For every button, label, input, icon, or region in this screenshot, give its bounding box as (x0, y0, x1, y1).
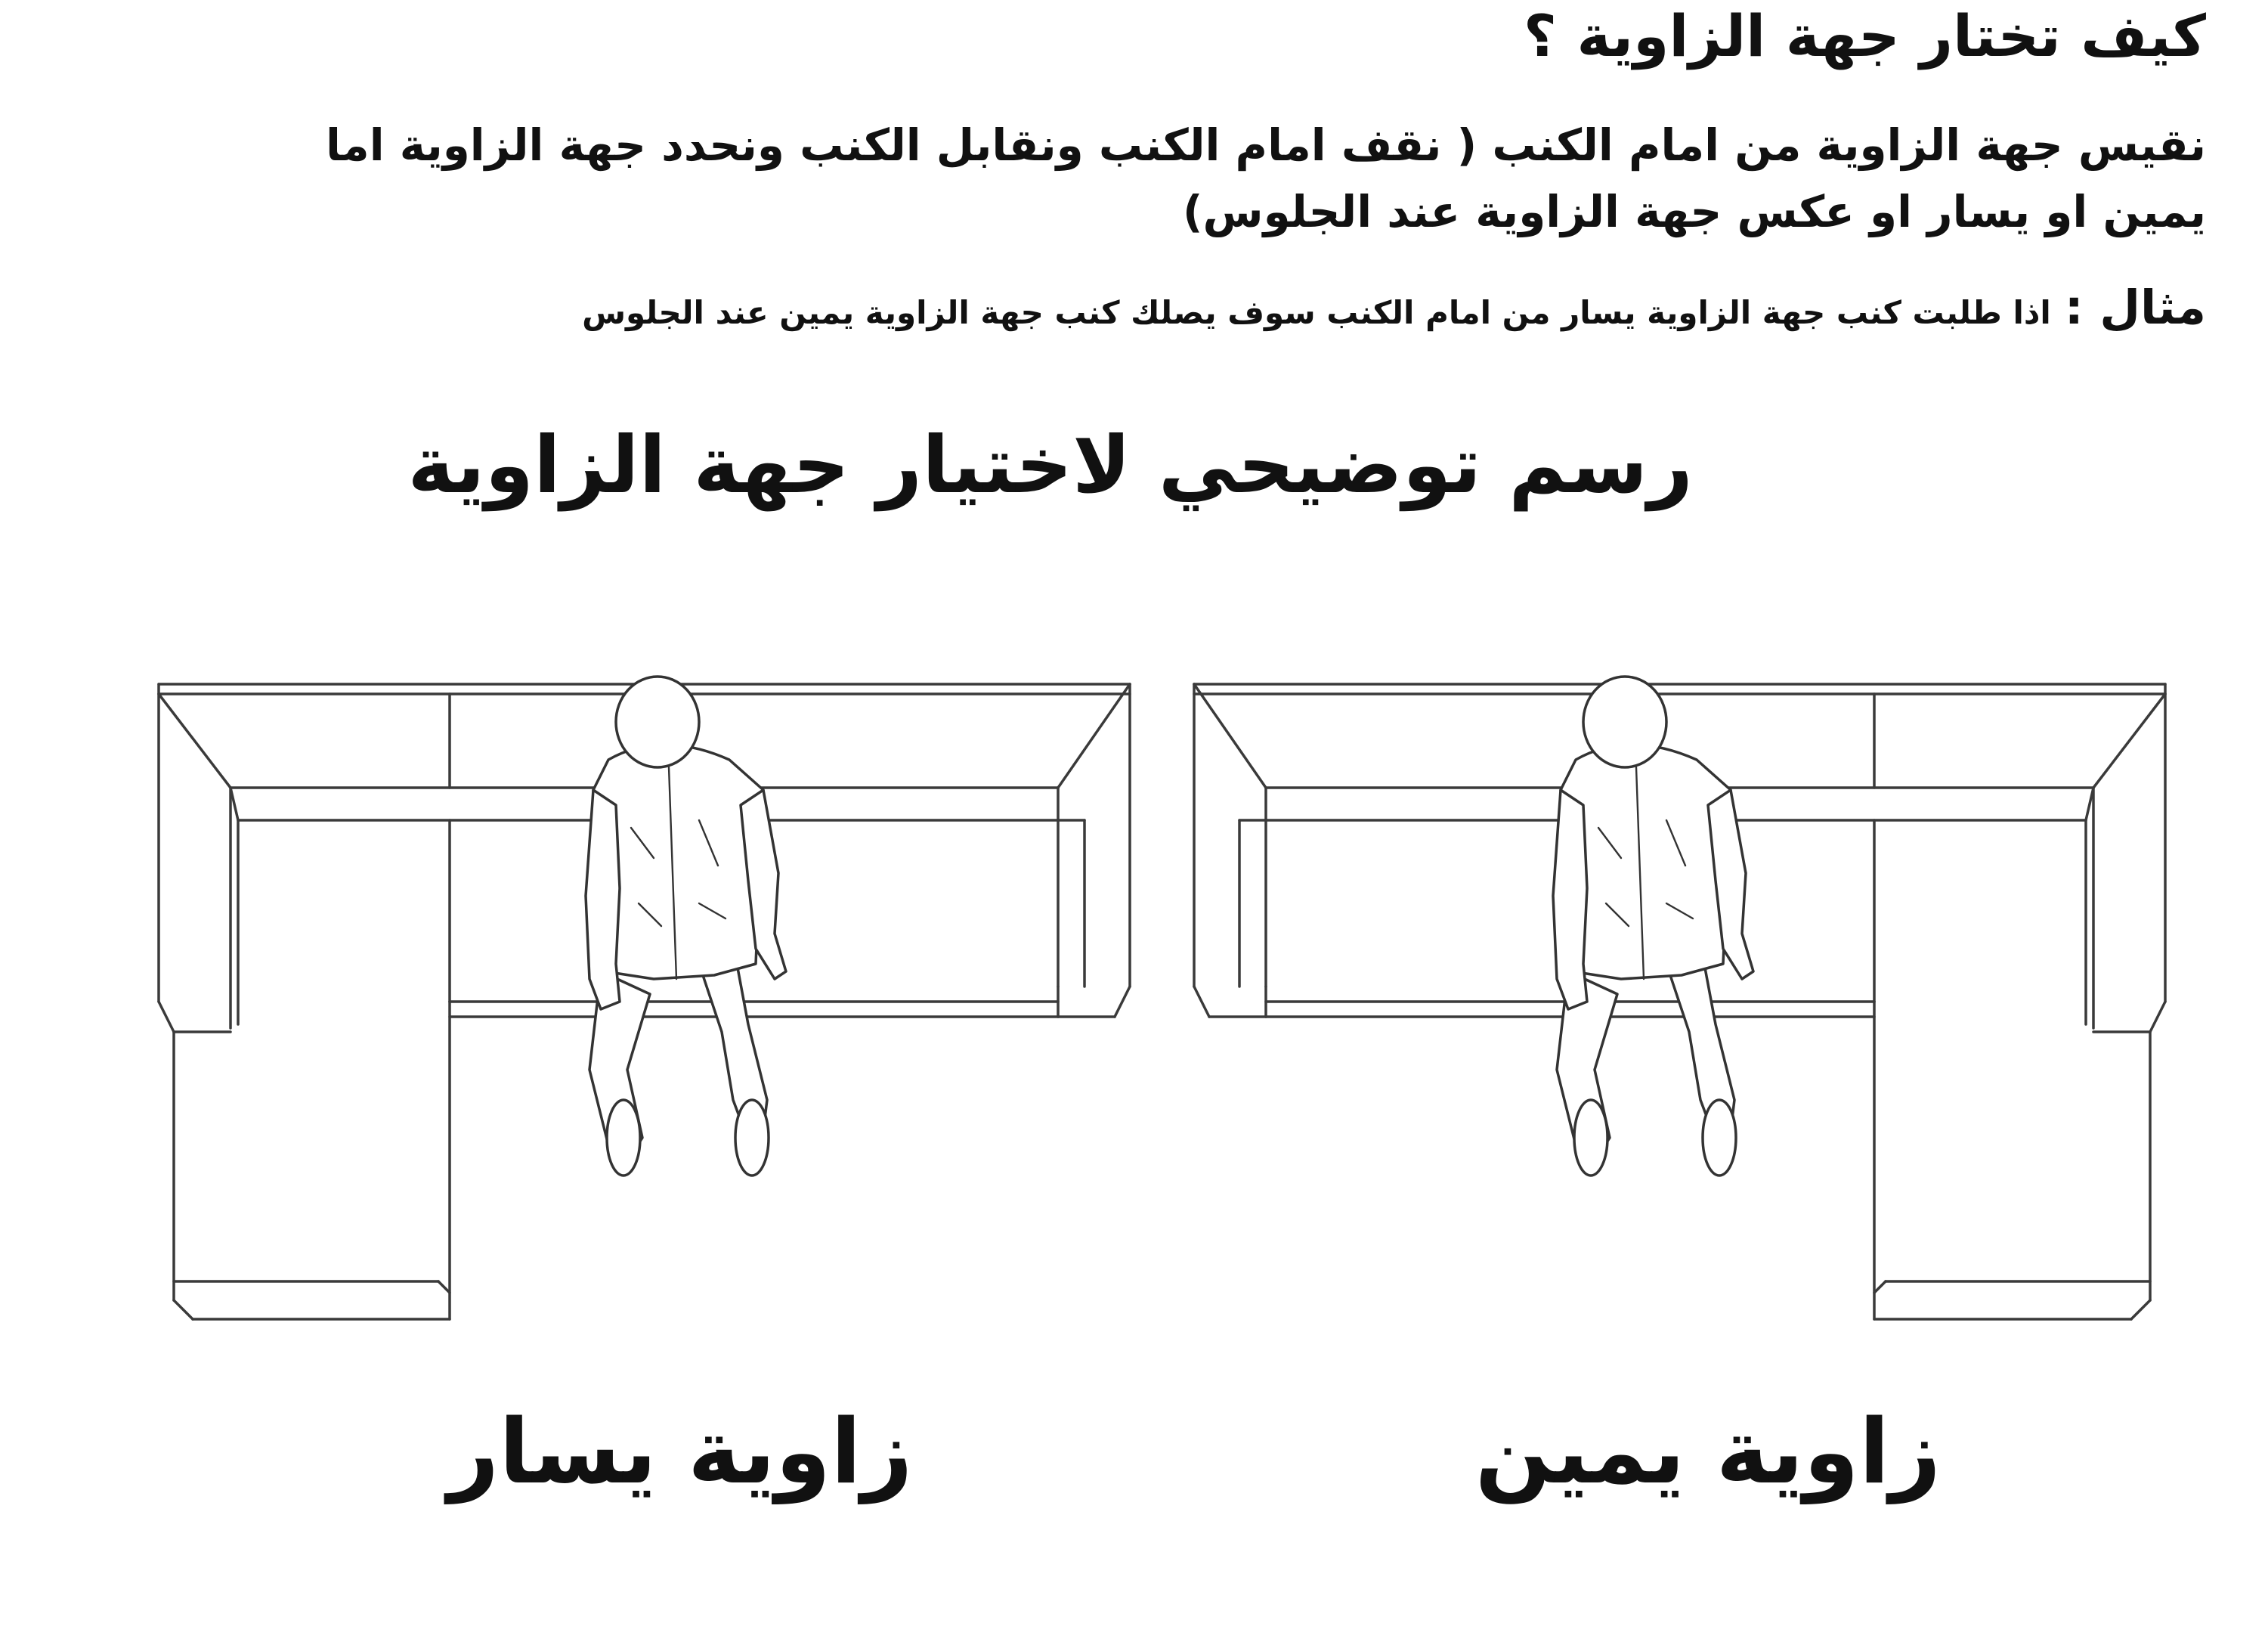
main-heading: كيف تختار جهة الزاوية ؟ (1523, 2, 2206, 70)
right-corner-sofa-illustration (1187, 661, 2233, 1327)
example-line (582, 281, 2206, 339)
seated-person-figure (586, 677, 786, 1176)
instruction-paragraph: نقيس جهة الزاوية من امام الكنب ( نقف امام الكنب ونقابل الكنب ونحدد جهة الزاوية اما يمين او يسار او عكس جهة الزاوية عند الجلوس) (326, 119, 2206, 237)
seated-person-figure (1553, 677, 1753, 1176)
example-text: اذا طلبت كنب جهة الزاوية يسار من امام الكنب سوف يصلك كنب جهة الزاوية يمين عند الجلوس (582, 294, 2051, 331)
left-corner-caption: زاوية يسار (447, 1399, 913, 1504)
right-corner-caption: زاوية يمين (1474, 1399, 1942, 1504)
example-label: مثال : (2064, 280, 2206, 335)
diagram-title: رسم توضيحي لاختيار جهة الزاوية (407, 419, 1693, 511)
left-corner-sofa-illustration (140, 661, 1187, 1327)
